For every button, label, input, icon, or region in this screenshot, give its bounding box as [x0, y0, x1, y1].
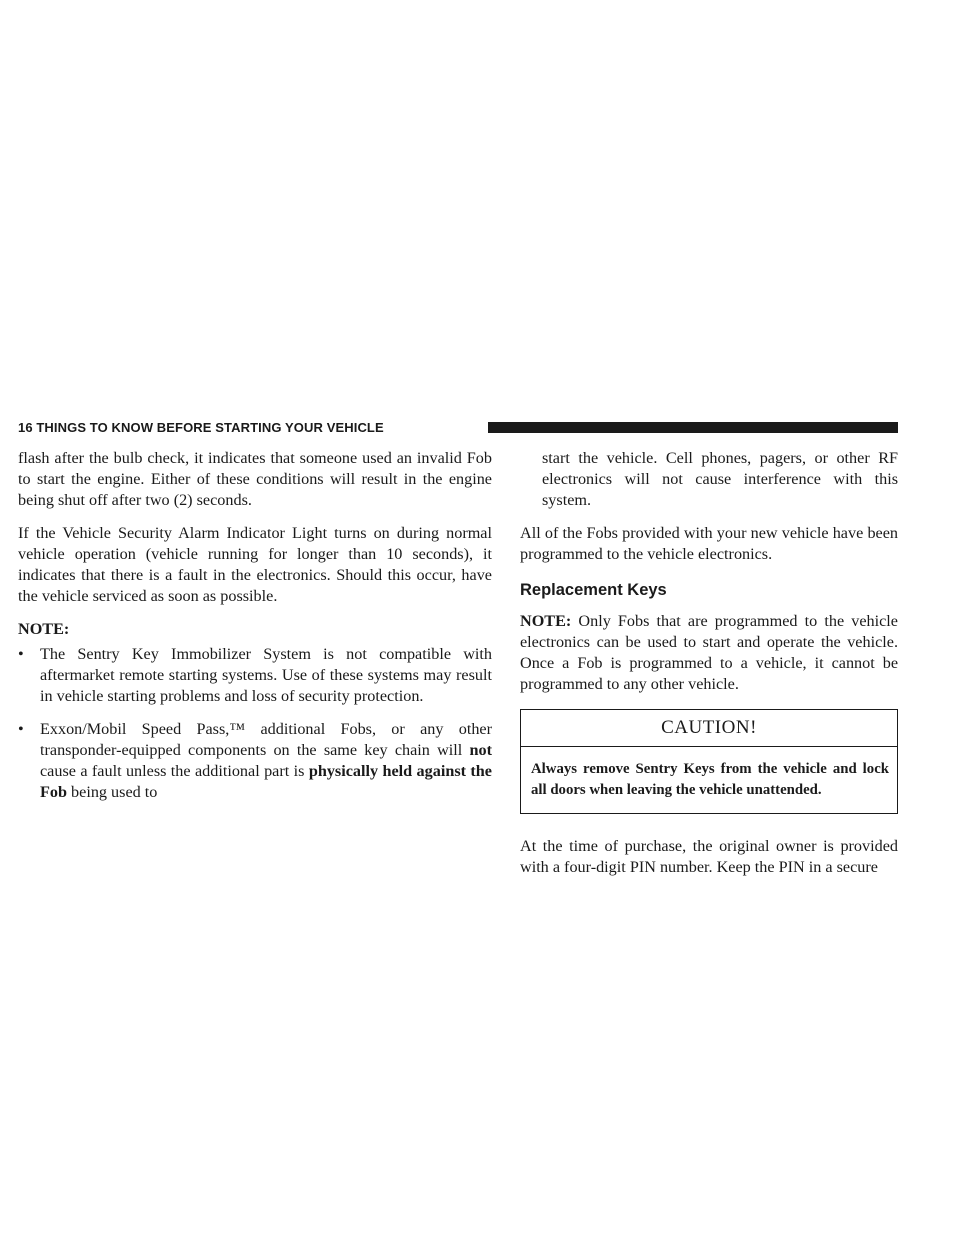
- paragraph-invalid-fob: flash after the bulb check, it indicates that someone used an invalid Fob to start the engine. Either of these conditions will result in the engine being shut off after two (2) seconds.: [18, 449, 492, 509]
- section-heading-replacement-keys: Replacement Keys: [520, 581, 667, 599]
- note-text: Only Fobs that are programmed to the vehicle electronics can be used to start and operate the vehicle. Once a Fob is programmed to a vehicle, it cannot be programmed to any other vehicle.: [520, 612, 898, 693]
- note-label: NOTE:: [18, 620, 70, 638]
- bullet-text: The Sentry Key Immobilizer System is not compatible with aftermarket remote starting systems. Use of these systems may result in vehicle starting problems and loss of security protection.: [40, 645, 492, 705]
- bullet-continuation: [520, 448, 898, 511]
- bullet-text: start the vehicle. Cell phones, pagers, or other RF electronics will not cause interference with this system.: [542, 449, 898, 509]
- right-column: [520, 448, 898, 890]
- bullet-item-speed-pass: [18, 719, 492, 803]
- caution-body: Always remove Sentry Keys from the vehicle and lock all doors when leaving the vehicle unattended.: [531, 761, 889, 798]
- bullet-icon: •: [18, 645, 24, 663]
- page-number-and-section-title: 16 THINGS TO KNOW BEFORE STARTING YOUR VEHICLE: [18, 420, 384, 435]
- left-column: [18, 448, 492, 815]
- note-label: NOTE:: [520, 612, 572, 630]
- caution-box: [520, 709, 898, 814]
- bullet-text-bold-not: not: [469, 741, 492, 759]
- bullet-icon: •: [18, 720, 24, 738]
- paragraph-fobs-programmed: All of the Fobs provided with your new vehicle have been programmed to the vehicle electronics.: [520, 524, 898, 563]
- bullet-text-part: being used to: [67, 783, 158, 801]
- caution-title: CAUTION!: [521, 710, 897, 747]
- page-header: [18, 420, 898, 436]
- bullet-text-part: cause a fault unless the additional part is: [40, 762, 309, 780]
- bullet-item-remote-start: [18, 644, 492, 707]
- bullet-text-bold-physically-held: physically held against the Fob: [40, 762, 492, 801]
- paragraph-indicator-light-fault: If the Vehicle Security Alarm Indicator Light turns on during normal vehicle operation (vehicle running for longer than 10 seconds), it indicates that there is a fault in the electronics. Should this occur, have the vehicle serviced as soon as possible.: [18, 524, 492, 605]
- header-rule-bar: [488, 422, 898, 433]
- bullet-text-part: Exxon/Mobil Speed Pass,™ additional Fobs, or any other transponder-equipped components on the same key chain will: [40, 720, 492, 759]
- paragraph-pin-number: At the time of purchase, the original owner is provided with a four-digit PIN number. Keep the PIN in a secure: [520, 837, 898, 876]
- paragraph-note-replacement: [520, 611, 898, 695]
